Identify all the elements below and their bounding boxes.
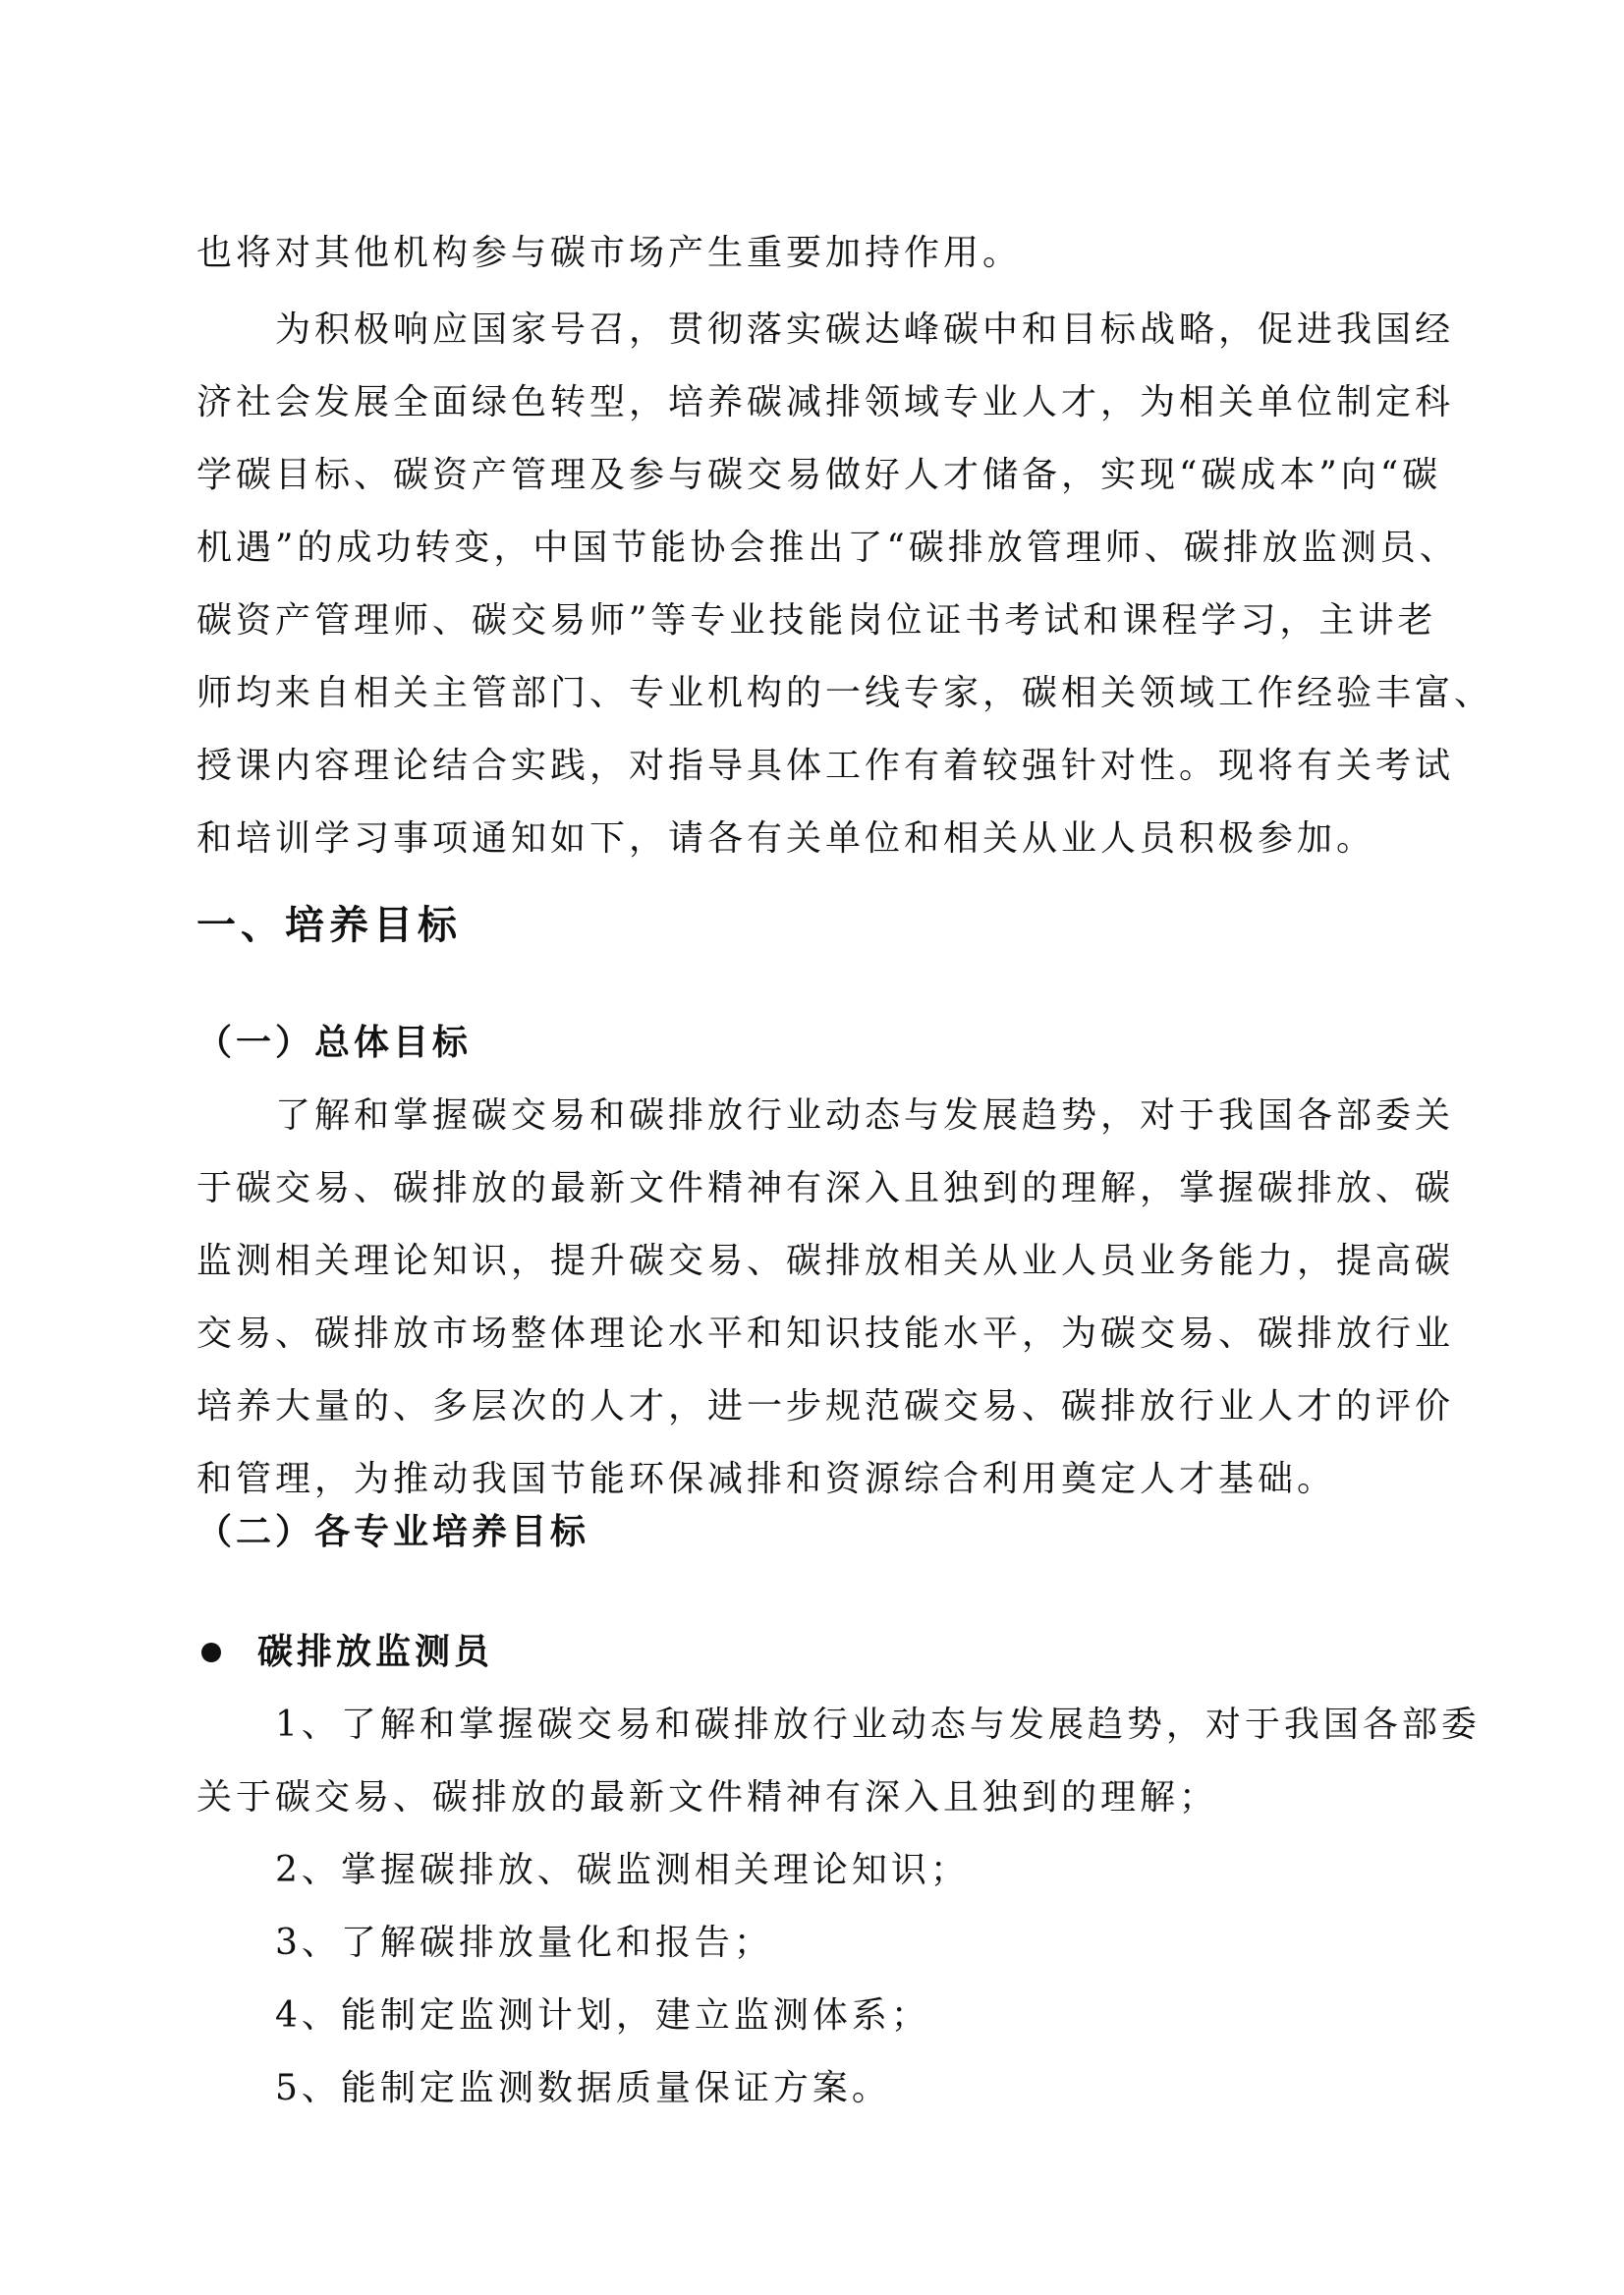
intro-paragraph-line: 师均来自相关主管部门、专业机构的一线专家，碳相关领域工作经验丰富、 <box>196 673 1494 713</box>
list-item: 1、了解和掌握碳交易和碳排放行业动态与发展趋势，对于我国各部委 <box>275 1705 1481 1745</box>
intro-paragraph-line: 机遇”的成功转变，中国节能协会推出了“碳排放管理师、碳排放监测员、 <box>196 528 1459 568</box>
subsection-heading: （一）总体目标 <box>196 1023 473 1063</box>
list-item: 2、掌握碳排放、碳监测相关理论知识； <box>275 1850 970 1890</box>
intro-paragraph-line: 授课内容理论结合实践，对指导具体工作有着较强针对性。现将有关考试 <box>196 746 1455 786</box>
paragraph-line: 培养大量的、多层次的人才，进一步规范碳交易、碳排放行业人才的评价 <box>196 1386 1455 1427</box>
paragraph-line: 了解和掌握碳交易和碳排放行业动态与发展趋势，对于我国各部委关 <box>275 1095 1455 1136</box>
bullet-title: 碳排放监测员 <box>257 1632 494 1672</box>
intro-paragraph-line: 碳资产管理师、碳交易师”等专业技能岗位证书考试和课程学习，主讲老 <box>196 600 1437 641</box>
intro-paragraph-line: 和培训学习事项通知如下，请各有关单位和相关从业人员积极参加。 <box>196 818 1376 859</box>
bullet-dot-icon <box>201 1643 221 1662</box>
list-item: 3、了解碳排放量化和报告； <box>275 1923 773 1963</box>
subsection-heading: （二）各专业培养目标 <box>196 1512 590 1552</box>
bullet-marker <box>201 1625 221 1680</box>
section-heading: 一、培养目标 <box>196 903 462 948</box>
intro-paragraph-line: 济社会发展全面绿色转型，培养碳减排领域专业人才，为相关单位制定科 <box>196 382 1455 422</box>
list-item-continuation: 关于碳交易、碳排放的最新文件精神有深入且独到的理解； <box>196 1777 1219 1818</box>
list-item: 4、能制定监测计划，建立监测体系； <box>275 1995 930 2036</box>
paragraph-line: 交易、碳排放市场整体理论水平和知识技能水平，为碳交易、碳排放行业 <box>196 1314 1455 1354</box>
list-item: 5、能制定监测数据质量保证方案。 <box>275 2068 891 2108</box>
intro-paragraph-line: 为积极响应国家号召，贯彻落实碳达峰碳中和目标战略，促进我国经 <box>275 309 1455 350</box>
paragraph-line: 监测相关理论知识，提升碳交易、碳排放相关从业人员业务能力，提高碳 <box>196 1241 1455 1281</box>
paragraph-line: 和管理，为推动我国节能环保减排和资源综合利用奠定人才基础。 <box>196 1459 1337 1499</box>
intro-paragraph-line: 学碳目标、碳资产管理及参与碳交易做好人才储备，实现“碳成本”向“碳 <box>196 455 1442 495</box>
paragraph-line: 于碳交易、碳排放的最新文件精神有深入且独到的理解，掌握碳排放、碳 <box>196 1168 1455 1208</box>
intro-continuation: 也将对其他机构参与碳市场产生重要加持作用。 <box>196 233 1023 273</box>
